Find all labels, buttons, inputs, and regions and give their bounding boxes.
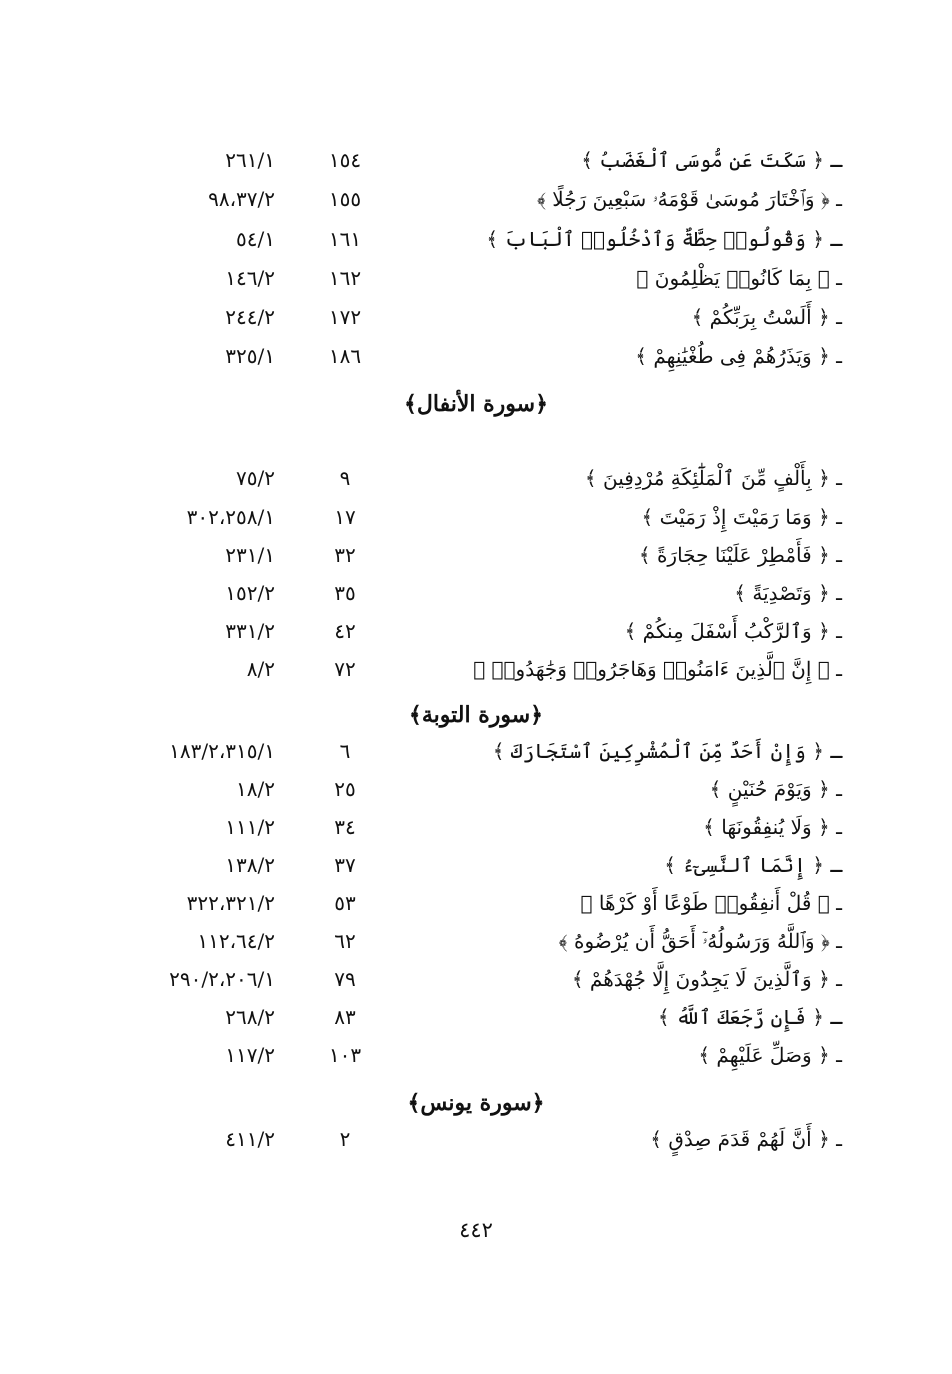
page-reference: ٢٩٠/٢،٢٠٦/١ [169,967,275,991]
verse-text: ـ ﴿ فَأَمْطِرْ عَلَيْنَا حِجَارَةً ﴾ [638,543,842,567]
page-reference: ٢٦١/١ [225,148,275,172]
index-row [120,734,842,768]
page-reference: ٢٣١/١ [225,543,275,567]
page-reference: ٥٤/١ [236,227,275,251]
verse-text: ـ ﴿ بِمَا كَانُوا۟ يَظْلِمُونَ ﴾ [636,266,842,290]
index-row [120,261,842,295]
verse-text: ـ ﴿ وَقُولُوا۟ حِطَّةٌ وَٱدْخُلُوا۟ ٱلْبَابَ ﴾ [486,227,842,251]
index-row [120,652,842,686]
verse-text: ـ ﴿ أَلَسْتُ بِرَبِّكُمْ ﴾ [691,305,842,329]
index-row [120,772,842,806]
surah-heading-yunus: ﴿سورة يونس﴾ [407,1090,545,1116]
page-reference: ١١٧/٢ [225,1043,275,1067]
ayah-number: ١٦٢ [328,266,362,290]
ayah-number: ٣٧ [334,853,356,877]
ayah-number: ١٥٥ [328,187,362,211]
index-row [120,1000,842,1034]
verse-text: ـ ﴿ بِأَلْفٍ مِّنَ ٱلْمَلَٰٓئِكَةِ مُرْدِفِينَ ﴾ [584,466,842,490]
verse-text: ـ ﴿ وَيَوْمَ حُنَيْنٍ ﴾ [709,777,842,801]
ayah-number: ٨٣ [334,1005,356,1029]
ayah-number: ٩ [339,466,351,490]
index-row [120,886,842,920]
ayah-number: ١٧ [334,505,356,529]
page-reference: ٩٨،٣٧/٢ [208,187,275,211]
index-row [120,1038,842,1072]
verse-text: ـ ﴿ سَكَتَ عَن مُّوسَى ٱلْغَضَبُ ﴾ [581,148,842,172]
ayah-number: ٣٢ [334,543,356,567]
page-reference: ٣٢٢،٣٢١/٢ [186,891,275,915]
page-reference: ٢٦٨/٢ [225,1005,275,1029]
index-row [120,538,842,572]
index-row [120,810,842,844]
page-reference: ٤١١/٢ [225,1127,275,1151]
page-reference: ١٥٢/٢ [225,581,275,605]
ayah-number: ٥٣ [334,891,356,915]
surah-heading-anfal: ﴿سورة الأنفال﴾ [404,391,548,417]
page-reference: ٧٥/٢ [236,466,275,490]
ayah-number: ١٧٢ [328,305,362,329]
verse-text: ـ ﴿ وَإِنْ أَحَدٌ مِّنَ ٱلْمُشْرِكِينَ ٱسْتَجَارَكَ ﴾ [492,739,842,763]
index-row [120,1122,842,1156]
verse-text: ـ ﴿ إِنَّ ٱلَّذِينَ ءَامَنُوا۟ وَهَاجَرُوا۟ وَجَٰهَدُوا۟ ﴾ [473,657,842,681]
index-row [120,576,842,610]
ayah-number: ٧٩ [334,967,356,991]
page-reference: ١٣٨/٢ [225,853,275,877]
verse-text: ـ ﴿ وَٱلرَّكْبُ أَسْفَلَ مِنكُمْ ﴾ [624,619,842,643]
ayah-number: ٣٥ [334,581,356,605]
verse-text: ـ ﴿ وَلَا يُنفِقُونَهَا ﴾ [703,815,842,839]
index-row [120,143,842,177]
page-number: ٤٤٢ [459,1218,493,1242]
page-reference: ١٤٦/٢ [225,266,275,290]
index-row [120,339,842,373]
page-reference: ١٨/٢ [236,777,275,801]
index-row [120,222,842,256]
ayah-number: ١٠٣ [328,1043,362,1067]
page-reference: ١١١/٢ [225,815,275,839]
ayah-number: ٢ [339,1127,351,1151]
index-row [120,182,842,216]
verse-text: ـ ﴿ أَنَّ لَهُمْ قَدَمَ صِدْقٍ ﴾ [650,1127,842,1151]
ayah-number: ١٥٤ [328,148,362,172]
page-reference: ٣٠٢،٢٥٨/١ [186,505,275,529]
verse-text: ـ ﴿ وَيَذَرُهُمْ فِى طُغْيَٰنِهِمْ ﴾ [635,344,842,368]
index-row [120,924,842,958]
page-reference: ٣٢٥/١ [225,344,275,368]
verse-text: ـ ﴿ وَصَلِّ عَلَيْهِمْ ﴾ [698,1043,842,1067]
verse-text: ـ ﴿ فَإِن رَّجَعَكَ ٱللَّهُ ﴾ [657,1005,842,1029]
page-reference: ٢٤٤/٢ [225,305,275,329]
ayah-number: ٤٢ [334,619,356,643]
ayah-number: ٧٢ [334,657,356,681]
ayah-number: ١٦١ [328,227,362,251]
ayah-number: ١٨٦ [328,344,362,368]
index-row [120,461,842,495]
verse-text: ـ ﴿ وَٱخْتَارَ مُوسَىٰ قَوْمَهُۥ سَبْعِينَ رَجُلًا ﴾ [537,187,842,211]
ayah-number: ٦ [339,739,351,763]
index-row [120,300,842,334]
surah-heading-tawbah: ﴿سورة التوبة﴾ [408,702,544,728]
index-row [120,500,842,534]
verse-text: ـ ﴿ وَٱلَّذِينَ لَا يَجِدُونَ إِلَّا جُهْدَهُمْ ﴾ [571,967,842,991]
page-reference: ١١٢،٦٤/٢ [197,929,275,953]
verse-text: ـ ﴿ وَمَا رَمَيْتَ إِذْ رَمَيْتَ ﴾ [641,505,842,529]
ayah-number: ٦٢ [334,929,356,953]
verse-text: ـ ﴿ وَٱللَّهُ وَرَسُولُهُۥٓ أَحَقُّ أَن يُرْضُوهُ ﴾ [558,929,842,953]
ayah-number: ٣٤ [334,815,356,839]
verse-text: ـ ﴿ وَتَصْدِيَةً ﴾ [734,581,842,605]
index-row [120,614,842,648]
page-reference: ١٨٣/٢،٣١٥/١ [169,739,275,763]
page-reference: ٣٣١/٢ [225,619,275,643]
verse-text: ـ ﴿ قُلْ أَنفِقُوا۟ طَوْعًا أَوْ كَرْهًا ﴾ [580,891,842,915]
page-reference: ٨/٢ [246,657,275,681]
ayah-number: ٢٥ [334,777,356,801]
index-row [120,962,842,996]
verse-text: ـ ﴿ إِنَّمَا ٱلنَّسِىٓءُ ﴾ [664,853,842,877]
index-row [120,848,842,882]
